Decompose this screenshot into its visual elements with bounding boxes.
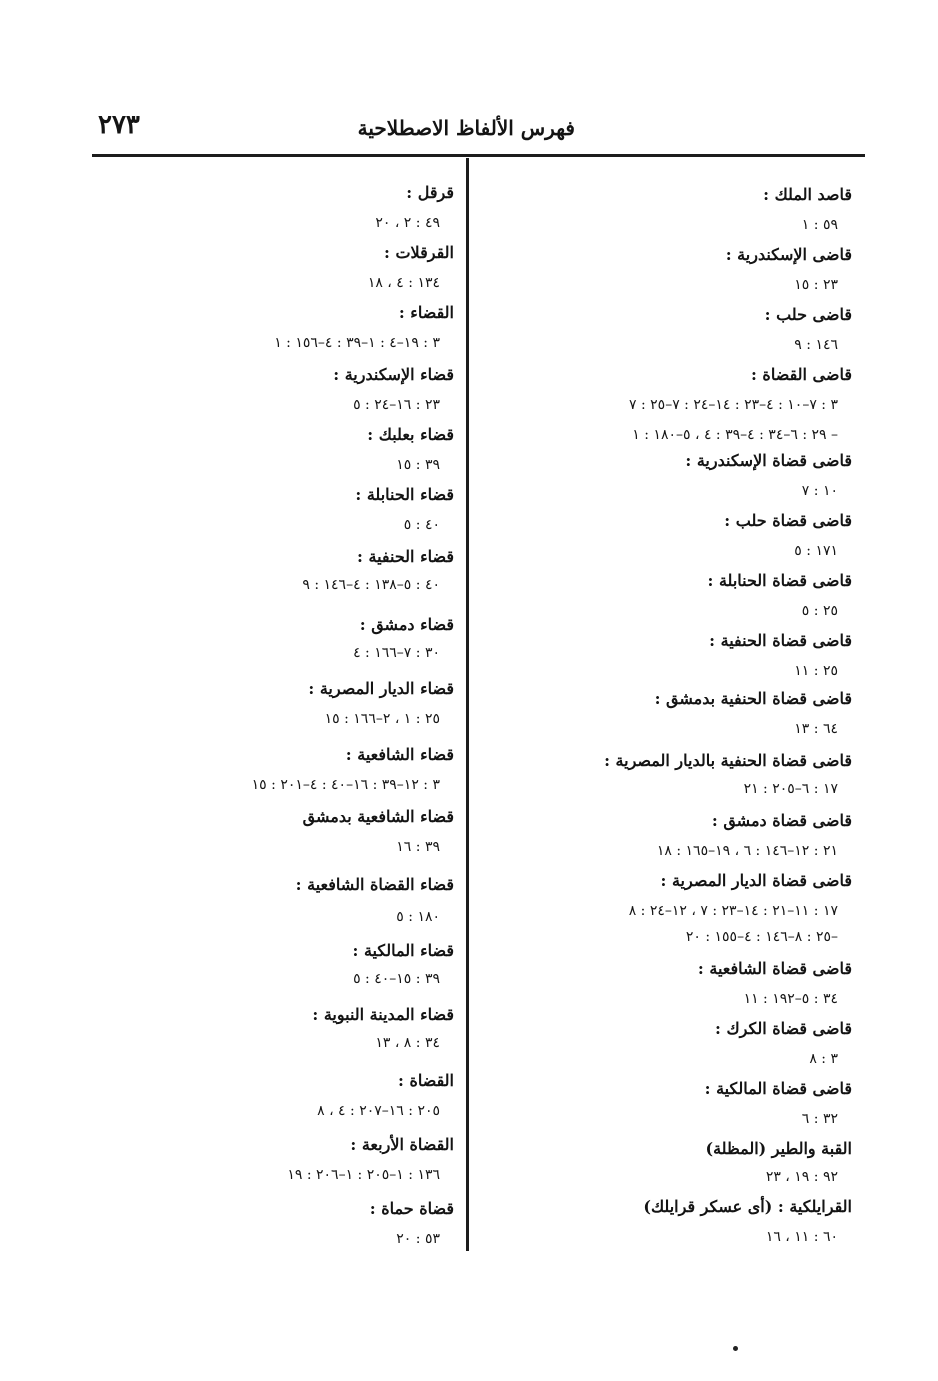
index-term: قاضى قضاة الديار المصرية : (660, 871, 852, 890)
index-term: قاضى قضاة الكرك : (714, 1019, 852, 1038)
index-term: قضاء الحنابلة : (355, 485, 454, 504)
index-term: القضاء : (398, 303, 454, 322)
index-references: ٣ : ١٢–٣٩ : ١٦–٤٠ : ٤–٢٠١ : ١٥ (251, 777, 440, 793)
index-references: ٣٤ : ٨ ، ١٣ (375, 1035, 440, 1051)
index-term: قضاء الحنفية : (357, 547, 454, 566)
running-title: فهرس الألفاظ الاصطلاحية (357, 116, 575, 140)
index-references: ١٧١ : ٥ (794, 543, 838, 559)
index-term: قضاء القضاة الشافعية : (295, 875, 454, 894)
index-references: ٤٩ : ٢ ، ٢٠ (375, 215, 440, 231)
index-term: قاضى قضاة حلب : (724, 511, 852, 530)
index-term: قاضى حلب : (764, 305, 852, 324)
index-term: قضاء الشافعية بدمشق (302, 807, 454, 826)
index-references: ١٣٦ : ١–٢٠٥ : ١–٢٠٦ : ١٩ (287, 1167, 440, 1183)
index-references: ١٨٠ : ٥ (396, 909, 440, 925)
index-references: ٤٠ : ٥–١٣٨ : ٤–١٤٦ : ٩ (302, 577, 440, 593)
index-references: ٣ : ٨ (809, 1051, 838, 1067)
index-term: القرقلات : (384, 243, 454, 262)
index-references: ٣٤ : ٥–١٩٢ : ١١ (743, 991, 838, 1007)
index-term: قضاء المدينة النبوية : (312, 1005, 454, 1024)
index-references: ١٣٤ : ٤ ، ١٨ (367, 275, 440, 291)
index-references: ٢٥ : ٥ (801, 603, 838, 619)
index-references: ٥٣ : ٢٠ (396, 1231, 440, 1247)
index-references: ٣ : ١٩–٤ : ١–٣٩ : ٤–١٥٦ : ١ (274, 335, 440, 351)
index-term: قاضى قضاة الإسكندرية : (685, 451, 852, 470)
index-term: قاضى القضاة : (750, 365, 852, 384)
index-references: –٢٥ : ٨–١٤٦ : ٤–١٥٥ : ٢٠ (685, 929, 838, 945)
index-references: ١٧ : ٦–٢٠٥ : ٢١ (743, 781, 838, 797)
index-term: قاضى الإسكندرية : (725, 245, 852, 264)
index-references: ٣ : ٧–١٠ : ٤–٢٣ : ١٤–٢٤ : ٧–٢٥ : ٧ (628, 397, 838, 413)
index-references: ٣٩ : ١٥–٤٠ : ٥ (353, 971, 440, 987)
index-term: قضاء الإسكندرية : (333, 365, 454, 384)
column-divider (466, 158, 469, 1251)
index-term: قضاء دمشق : (359, 615, 454, 634)
index-references: ٥٩ : ١ (801, 217, 838, 233)
index-term: قضاء الديار المصرية : (308, 679, 454, 698)
index-term: قضاء المالكية : (352, 941, 454, 960)
index-term: قضاة حماة : (369, 1199, 454, 1218)
index-references: ١٧ : ١١–٢١ : ١٤–٢٣ : ٧ ، ١٢–٢٤ : ٨ (628, 903, 838, 919)
index-references: ٢٣ : ١٦–٢٤ : ٥ (353, 397, 440, 413)
index-term: القضاة الأربعة : (350, 1135, 454, 1154)
index-term: قاضى قضاة الحنفية بالديار المصرية : (604, 751, 852, 770)
index-references: ٩٢ : ١٩ ، ٢٣ (765, 1169, 838, 1185)
index-references: ٦٤ : ١٣ (794, 721, 838, 737)
index-references: ٢٥ : ١١ (794, 663, 838, 679)
index-term: قرقل : (406, 183, 454, 202)
index-term: قاضى قضاة الحنابلة : (707, 571, 852, 590)
index-references: ٢١ : ١٢–١٤٦ : ٦ ، ١٩–١٦٥ : ١٨ (656, 843, 838, 859)
page-header (92, 110, 865, 150)
index-term: قاضى قضاة الحنفية : (709, 631, 852, 650)
index-references: ٣٩ : ١٥ (396, 457, 440, 473)
index-references: ٢٣ : ١٥ (794, 277, 838, 293)
page-number: ٢٧٣ (98, 110, 140, 140)
index-references: ٣٠ : ٧–١٦٦ : ٤ (353, 645, 440, 661)
page-speck (733, 1346, 738, 1351)
index-term: القبة والطير (المظلة) (705, 1139, 852, 1158)
index-references: ٣٢ : ٦ (801, 1111, 838, 1127)
index-term: قاضى قضاة الحنفية بدمشق : (654, 689, 852, 708)
index-references: ٦٠ : ١١ ، ١٦ (765, 1229, 838, 1245)
index-term: قضاء الشافعية : (345, 745, 454, 764)
index-references: – ٢٩ : ٦–٣٤ : ٤–٣٩ : ٤ ، ٥–١٨٠ : ١ (632, 427, 838, 443)
index-references: ٢٠٥ : ١٦–٢٠٧ : ٤ ، ٨ (317, 1103, 440, 1119)
index-references: ٣٩ : ١٦ (396, 839, 440, 855)
index-term: قاضى قضاة الشافعية : (697, 959, 852, 978)
index-term: القضاة : (397, 1071, 454, 1090)
index-term: القرايلكية : (أى عسكر قرايلك) (643, 1197, 852, 1216)
index-term: قضاء بعلبك : (367, 425, 454, 444)
header-rule (92, 154, 865, 157)
index-term: قاضى قضاة المالكية : (704, 1079, 852, 1098)
index-references: ٤٠ : ٥ (403, 517, 440, 533)
index-references: ١٤٦ : ٩ (794, 337, 838, 353)
index-references: ١٠ : ٧ (801, 483, 838, 499)
index-references: ٢٥ : ١ ، ٢–١٦٦ : ١٥ (324, 711, 440, 727)
index-term: قاصد الملك : (763, 185, 852, 204)
index-term: قاضى قضاة دمشق : (711, 811, 852, 830)
